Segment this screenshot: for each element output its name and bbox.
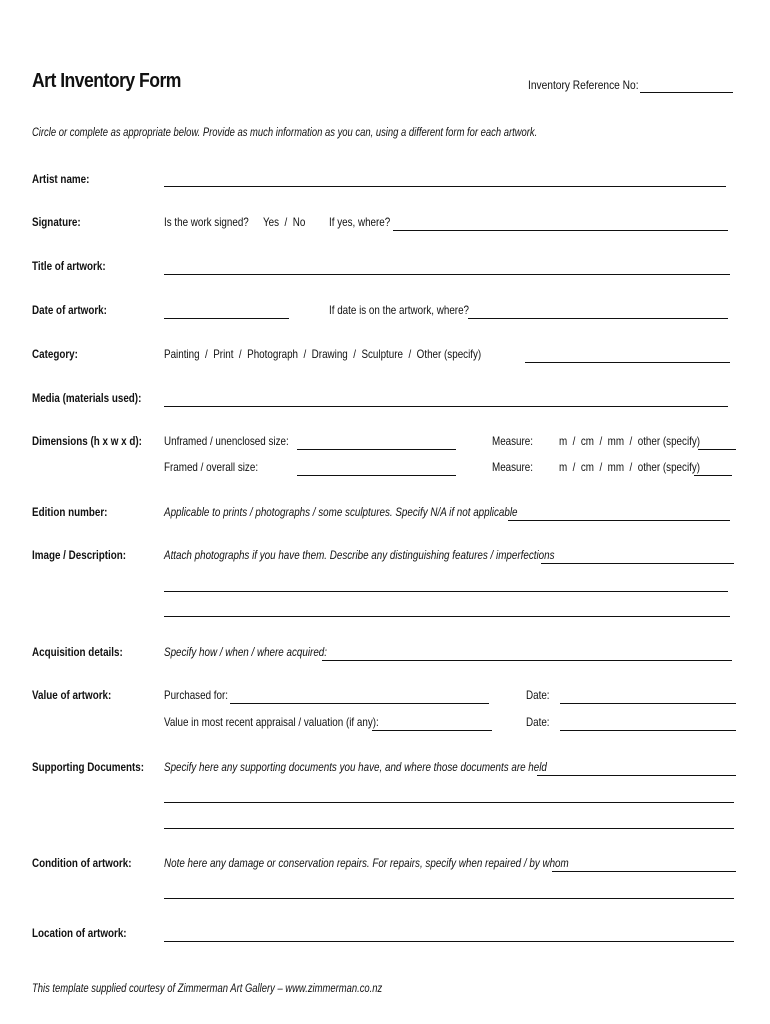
measure-label-1: Measure:	[492, 434, 534, 448]
signature-options[interactable]: Yes / No	[263, 215, 306, 229]
artist-label: Artist name:	[32, 172, 90, 186]
unframed-field[interactable]	[297, 449, 456, 450]
title-label: Title of artwork:	[32, 259, 106, 273]
title-field[interactable]	[164, 274, 730, 275]
media-field[interactable]	[164, 406, 728, 407]
supporting-field-3[interactable]	[164, 828, 734, 829]
signature-where-field[interactable]	[393, 230, 728, 231]
image-field-3[interactable]	[164, 616, 730, 617]
inventory-ref-label: Inventory Reference No:	[528, 78, 639, 92]
units-options-1[interactable]: m / cm / mm / other (specify)	[559, 434, 701, 448]
units-other-field-2[interactable]	[694, 475, 732, 476]
signature-where-label: If yes, where?	[329, 215, 391, 229]
date-field[interactable]	[164, 318, 289, 319]
purchased-date-label: Date:	[526, 688, 550, 702]
acquisition-label: Acquisition details:	[32, 645, 123, 659]
units-other-field-1[interactable]	[698, 449, 736, 450]
category-options[interactable]: Painting / Print / Photograph / Drawing / Sculpture / Other (specify)	[164, 347, 482, 361]
dimensions-label: Dimensions (h x w x d):	[32, 434, 142, 448]
edition-field[interactable]	[508, 520, 730, 521]
date-where-field[interactable]	[468, 318, 728, 319]
supporting-field-1[interactable]	[537, 775, 736, 776]
appraisal-date-field[interactable]	[560, 730, 736, 731]
supporting-hint: Specify here any supporting documents you have, and where those documents are held	[164, 760, 547, 774]
media-label: Media (materials used):	[32, 391, 142, 405]
signature-label: Signature:	[32, 215, 81, 229]
acquisition-hint: Specify how / when / where acquired:	[164, 645, 328, 659]
purchased-label: Purchased for:	[164, 688, 228, 702]
category-label: Category:	[32, 347, 78, 361]
appraisal-field[interactable]	[372, 730, 492, 731]
condition-hint: Note here any damage or conservation repairs. For repairs, specify when repaired / by whom	[164, 856, 569, 870]
instructions: Circle or complete as appropriate below. Provide as much information as you can, using a different form for each artwork.	[32, 127, 538, 139]
page-title: Art Inventory Form	[32, 70, 181, 92]
units-options-2[interactable]: m / cm / mm / other (specify)	[559, 460, 701, 474]
framed-field[interactable]	[297, 475, 456, 476]
image-field-2[interactable]	[164, 591, 728, 592]
value-label: Value of artwork:	[32, 688, 112, 702]
purchased-field[interactable]	[230, 703, 489, 704]
category-other-field[interactable]	[525, 362, 730, 363]
edition-label: Edition number:	[32, 505, 108, 519]
date-label: Date of artwork:	[32, 303, 107, 317]
acquisition-field[interactable]	[322, 660, 732, 661]
purchased-date-field[interactable]	[560, 703, 736, 704]
image-label: Image / Description:	[32, 548, 127, 562]
edition-hint: Applicable to prints / photographs / some sculptures. Specify N/A if not applicable	[164, 505, 518, 519]
framed-label: Framed / overall size:	[164, 460, 259, 474]
footer-credit: This template supplied courtesy of Zimmerman Art Gallery – www.zimmerman.co.nz	[32, 983, 383, 995]
supporting-field-2[interactable]	[164, 802, 734, 803]
condition-label: Condition of artwork:	[32, 856, 132, 870]
image-hint: Attach photographs if you have them. Describe any distinguishing features / imperfections	[164, 548, 555, 562]
location-label: Location of artwork:	[32, 926, 127, 940]
supporting-label: Supporting Documents:	[32, 760, 145, 774]
location-field[interactable]	[164, 941, 734, 942]
condition-field-1[interactable]	[552, 871, 736, 872]
unframed-label: Unframed / unenclosed size:	[164, 434, 289, 448]
condition-field-2[interactable]	[164, 898, 734, 899]
appraisal-label: Value in most recent appraisal / valuation (if any):	[164, 715, 379, 729]
image-field-1[interactable]	[541, 563, 734, 564]
date-where-label: If date is on the artwork, where?	[329, 303, 470, 317]
measure-label-2: Measure:	[492, 460, 534, 474]
artist-field[interactable]	[164, 186, 726, 187]
signature-question: Is the work signed?	[164, 215, 249, 229]
appraisal-date-label: Date:	[526, 715, 550, 729]
inventory-ref-field[interactable]	[640, 92, 733, 93]
